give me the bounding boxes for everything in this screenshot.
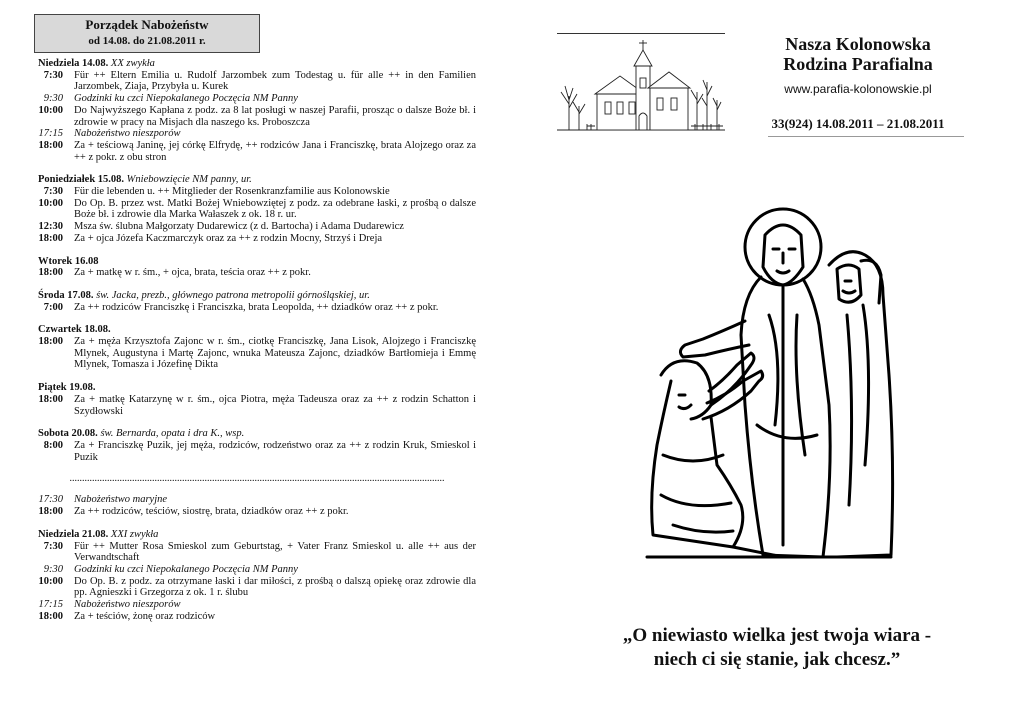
- mass-intention: Nabożeństwo nieszporów: [74, 599, 181, 611]
- mass-entry: [38, 267, 476, 279]
- gospel-quote: [600, 624, 954, 672]
- mass-entry: [38, 506, 476, 518]
- mass-time: 18:00: [38, 393, 63, 405]
- mass-time: 18:00: [38, 336, 63, 348]
- mass-time: 18:00: [38, 139, 63, 151]
- mass-time: 7:30: [43, 69, 63, 81]
- mass-intention: Za + ojca Józefa Kaczmarczyk oraz za ++ z rodzin Mocny, Strzyś i Dreja: [74, 232, 383, 244]
- day-heading: [38, 58, 476, 70]
- day-heading: [38, 428, 476, 440]
- mass-intention: Für ++ Eltern Emilia u. Rudolf Jarzombek zum Todestag u. für alle ++ in den Familien Jarzombek, Ziaja, Przybyła u. Kurek: [74, 69, 476, 93]
- day-name: Wtorek 16.08: [38, 255, 99, 267]
- schedule-day: [38, 494, 476, 517]
- mass-intention: Za + matkę Katarzynę w r. śm., ojca Piotra, męża Tadeusza oraz za ++ z rodzin Schatton i Szydłowski: [74, 393, 476, 417]
- mass-entry: [38, 564, 476, 576]
- mass-entry: [38, 394, 476, 417]
- mass-intention: Za + teściów, żonę oraz rodziców: [74, 610, 216, 622]
- mass-time: 7:00: [43, 301, 63, 313]
- mass-time: 17:15: [38, 599, 63, 611]
- mass-entry: [38, 302, 476, 314]
- schedule-day: [38, 256, 476, 279]
- schedule-day: [38, 324, 476, 371]
- mass-intention: Godzinki ku czci Niepokalanego Poczęcia NM Panny: [74, 93, 298, 105]
- mass-intention: Za + męża Krzysztofa Zajonc w r. śm., ciotkę Franciszkę, Jana Lisok, Alojzego i Franciszkę Mlynek, Augustyna i Martę Zajonc, wnuka Mateusza Zajonc, dziadków Bartłomieja i Emmę Mlynek, Tomasza i Józefinę Dikta: [74, 336, 476, 371]
- mass-time: 12:30: [38, 221, 63, 233]
- mass-time: 17:30: [38, 494, 63, 506]
- mass-intention: Za ++ rodziców Franciszkę i Franciszka, brata Leopolda, ++ dziadków oraz ++ z pokr.: [74, 301, 439, 313]
- mass-entry: [38, 198, 476, 221]
- mass-time: 10:00: [38, 197, 63, 209]
- parish-title-line1: Nasza Kolonowska: [785, 34, 931, 54]
- feast-name: św. Jacka, prezb., głównego patrona metropolii górnośląskiej, ur.: [96, 289, 370, 301]
- schedule-day: [38, 428, 476, 463]
- issue-number: 33(924) 14.08.2011 – 21.08.2011: [771, 116, 945, 131]
- mass-entry: [38, 186, 476, 198]
- dotted-separator: ......................................................................................................................................................: [69, 473, 445, 485]
- quote-line1: „O niewiasto wielka jest twoja wiara -: [622, 625, 932, 646]
- mass-intention: Do Najwyższego Kapłana z podz. za 8 lat posługi w naszej Parafii, prosząc o dalsze Boże bł. i zdrowie w pracy na Misjach dla naszego ks. Proboszcza: [74, 104, 476, 128]
- feast-name: XX zwykła: [110, 58, 155, 69]
- mass-intention: Za + teściową Janinę, jej córkę Elfrydę, ++ rodziców Jana i Franciszkę, brata Alojzego oraz za ++ z pokr. z obu stron: [74, 139, 476, 163]
- parish-title: [742, 34, 974, 74]
- mass-time: 17:15: [38, 128, 63, 140]
- mass-time: 8:00: [43, 439, 63, 451]
- mass-time: 18:00: [38, 506, 63, 518]
- day-heading: [38, 324, 476, 336]
- day-name: Czwartek 18.08.: [38, 324, 111, 336]
- day-name: Niedziela 21.08.: [38, 528, 109, 540]
- mass-entry: [38, 611, 476, 623]
- day-name: Piątek 19.08.: [38, 382, 96, 394]
- day-heading: [38, 529, 476, 541]
- mass-time: 7:30: [43, 540, 63, 552]
- mass-entry: [38, 233, 476, 245]
- feast-name: Wniebowzięcie NM panny, ur.: [126, 174, 252, 186]
- mass-intention: Za + matkę w r. śm., + ojca, brata, teścia oraz ++ z pokr.: [74, 267, 311, 279]
- church-drawing: [557, 33, 725, 138]
- mass-time: 7:30: [43, 186, 63, 198]
- feast-name: XXI zwykła: [110, 528, 159, 540]
- parish-title-line2: Rodzina Parafialna: [783, 54, 933, 74]
- mass-intention: Za ++ rodziców, teściów, siostrę, brata, dziadków oraz ++ z pokr.: [74, 506, 349, 518]
- day-name: Poniedziałek 15.08.: [38, 174, 125, 186]
- mass-time: 9:30: [43, 93, 63, 105]
- mass-entry: [38, 576, 476, 599]
- mass-entry: [38, 336, 476, 371]
- mass-time: 9:30: [43, 563, 63, 575]
- mass-entry: [38, 105, 476, 128]
- schedule-title: Porządek Nabożeństw: [85, 17, 209, 32]
- mass-entry: [38, 140, 476, 163]
- jesus-and-woman-illustration: [633, 205, 903, 565]
- mass-entry: [38, 494, 476, 506]
- day-heading: [38, 174, 476, 186]
- schedule-header-box: [34, 14, 260, 53]
- parish-website[interactable]: www.parafia-kolonowskie.pl: [784, 82, 932, 96]
- day-heading: [38, 256, 476, 268]
- schedule-day: [38, 58, 476, 163]
- day-heading: [38, 382, 476, 394]
- quote-line2: niech ci się stanie, jak chcesz.”: [653, 649, 901, 670]
- mass-intention: Do Op. B. przez wst. Matki Bożej Wniebowziętej z podz. za odebrane łaski, z prośbą o dalsze Boże bł. i zdrowie dla Marka Wałaszek z ok. 18 r. ur.: [74, 197, 476, 221]
- schedule-day: [38, 174, 476, 244]
- divider: [768, 136, 964, 137]
- mass-entry: [38, 70, 476, 93]
- mass-schedule: [38, 58, 476, 633]
- mass-entry: [38, 93, 476, 105]
- schedule-dates: od 14.08. do 21.08.2011 r.: [88, 35, 206, 47]
- mass-intention: Nabożeństwo nieszporów: [74, 128, 181, 140]
- mass-entry: [38, 541, 476, 564]
- mass-intention: Für ++ Mutter Rosa Smieskol zum Geburtstag, + Vater Franz Smieskol u. alle ++ aus der Verwandtschaft: [74, 540, 476, 564]
- mass-time: 10:00: [38, 104, 63, 116]
- schedule-day: [38, 382, 476, 417]
- schedule-day: [38, 290, 476, 313]
- mass-intention: Godzinki ku czci Niepokalanego Poczęcia NM Panny: [74, 563, 298, 575]
- mass-intention: Za + Franciszkę Puzik, jej męża, rodziców, rodzeństwo oraz za ++ z rodzin Kruk, Smieskol i Puzik: [74, 439, 476, 463]
- mass-time: 18:00: [38, 267, 63, 279]
- mass-time: 10:00: [38, 575, 63, 587]
- mass-entry: [38, 440, 476, 463]
- schedule-day: [38, 529, 476, 623]
- day-heading: [38, 290, 476, 302]
- mass-time: 18:00: [38, 232, 63, 244]
- mass-intention: Nabożeństwo maryjne: [74, 494, 168, 506]
- mass-entry: [38, 128, 476, 140]
- mass-intention: Msza św. ślubna Małgorzaty Dudarewicz (z d. Bartocha) i Adama Dudarewicz: [74, 221, 404, 233]
- mass-intention: Do Op. B. z podz. za otrzymane łaski i dar miłości, z prośbą o dalszą opiekę oraz zdrowie dla pp. Agnieszki i Grzegorza z ok. 1 r. ślubu: [74, 575, 476, 599]
- day-name: Sobota 20.08.: [38, 428, 98, 440]
- day-name: Niedziela 14.08.: [38, 58, 109, 69]
- day-name: Środa 17.08.: [38, 289, 94, 301]
- mass-entry: [38, 221, 476, 233]
- mass-entry: [38, 599, 476, 611]
- mass-time: 18:00: [38, 610, 63, 622]
- feast-name: św. Bernarda, opata i dra K., wsp.: [100, 428, 245, 440]
- mass-intention: Für die lebenden u. ++ Mitglieder der Rosenkranzfamilie aus Kolonowskie: [74, 186, 390, 198]
